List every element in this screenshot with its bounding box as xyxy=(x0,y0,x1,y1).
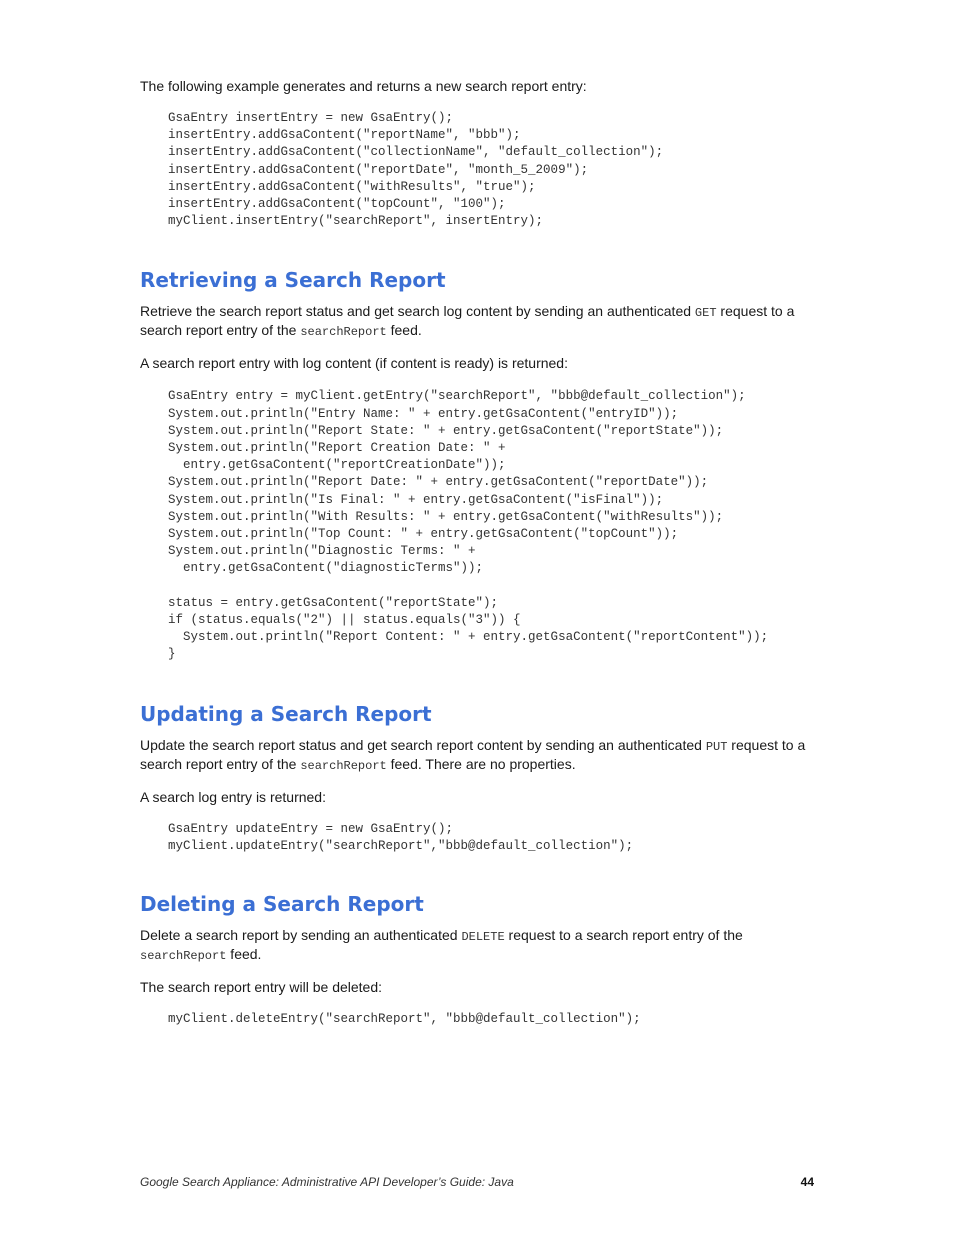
retrieving-text-a: Retrieve the search report status and get search log content by sending an authenticated xyxy=(140,303,695,320)
deleting-text-b: request to a search report entry of the xyxy=(504,927,743,944)
page-content xyxy=(140,78,820,1028)
updating-paragraph xyxy=(140,737,820,775)
intro-paragraph: The following example generates and returns a new search report entry: xyxy=(140,78,587,94)
update-entry-code-block: GsaEntry updateEntry = new GsaEntry(); myClient.updateEntry("searchReport","bbb@default_collection"); xyxy=(168,821,634,853)
deleting-paragraph xyxy=(140,927,820,965)
search-report-feed-code: searchReport xyxy=(140,949,227,964)
delete-entry-code-block: myClient.deleteEntry("searchReport", "bbb@default_collection"); xyxy=(168,1012,641,1027)
updating-text-b: request to a search report entry of the xyxy=(140,736,806,772)
search-report-feed-code: searchReport xyxy=(300,325,387,340)
deleting-result-paragraph: The search report entry will be deleted: xyxy=(140,979,383,996)
deleting-text-c: feed. xyxy=(226,946,262,963)
search-report-feed-code: searchReport xyxy=(300,758,387,773)
retrieving-text-b: request to a search report entry of the xyxy=(140,303,795,339)
updating-heading: Updating a Search Report xyxy=(140,701,432,726)
deleting-heading: Deleting a Search Report xyxy=(140,892,424,917)
retrieving-paragraph xyxy=(140,303,820,341)
updating-text-c: feed. There are no properties. xyxy=(386,755,576,772)
updating-result-paragraph: A search log entry is returned: xyxy=(140,788,326,805)
updating-text-a: Update the search report status and get search report content by sending an authenticated xyxy=(140,736,706,753)
page-footer xyxy=(140,1173,814,1191)
insert-entry-code-block: GsaEntry insertEntry = new GsaEntry(); insertEntry.addGsaContent("reportName", "bbb"); insertEntry.addGsaContent("collectionName", "default_collection"); insertEntry.addGsaContent("reportDate", "month_5_2009"); insertEntry.addGsaContent("withResults", "true"); insertEntry.addGsaContent("topCount", "100"); myClient.insertEntry("searchReport", insertEntry); xyxy=(168,111,664,229)
footer-title: Google Search Appliance: Administrative API Developer’s Guide: Java xyxy=(140,1175,514,1189)
get-method-code: GET xyxy=(694,306,717,321)
page-number: 44 xyxy=(800,1175,814,1189)
retrieve-entry-code-block: GsaEntry entry = myClient.getEntry("searchReport", "bbb@default_collection"); System.out.println("Entry Name: " + entry.getGsaContent("entryID")); System.out.println("Report State: " + entry.getGsaContent("reportState")); System.out.println("Report Creation Date: " + entry.getGsaContent("reportCreationDate")); System.out.println("Report Date: " + entry.getGsaContent("reportDate")); System.out.println("Is Final: " + entry.getGsaContent("isFinal")); System.out.println("With Results: " + entry.getGsaContent("withResults")); System.out.println("Top Count: " + entry.getGsaContent("topCount")); System.out.println("Diagnostic Terms: " + entry.getGsaContent("diagnosticTerms")); status = entry.getGsaContent("reportState"); if (status.equals("2") || status.equals("3")) { System.out.println("Report Content: " + entry.getGsaContent("reportContent")); } xyxy=(168,389,769,662)
delete-method-code: DELETE xyxy=(461,930,505,945)
deleting-text-a: Delete a search report by sending an authenticated xyxy=(140,927,462,944)
put-method-code: PUT xyxy=(705,739,728,754)
retrieving-result-paragraph: A search report entry with log content (if content is ready) is returned: xyxy=(140,355,568,372)
retrieving-text-c: feed. xyxy=(386,322,422,339)
retrieving-heading: Retrieving a Search Report xyxy=(140,268,446,293)
